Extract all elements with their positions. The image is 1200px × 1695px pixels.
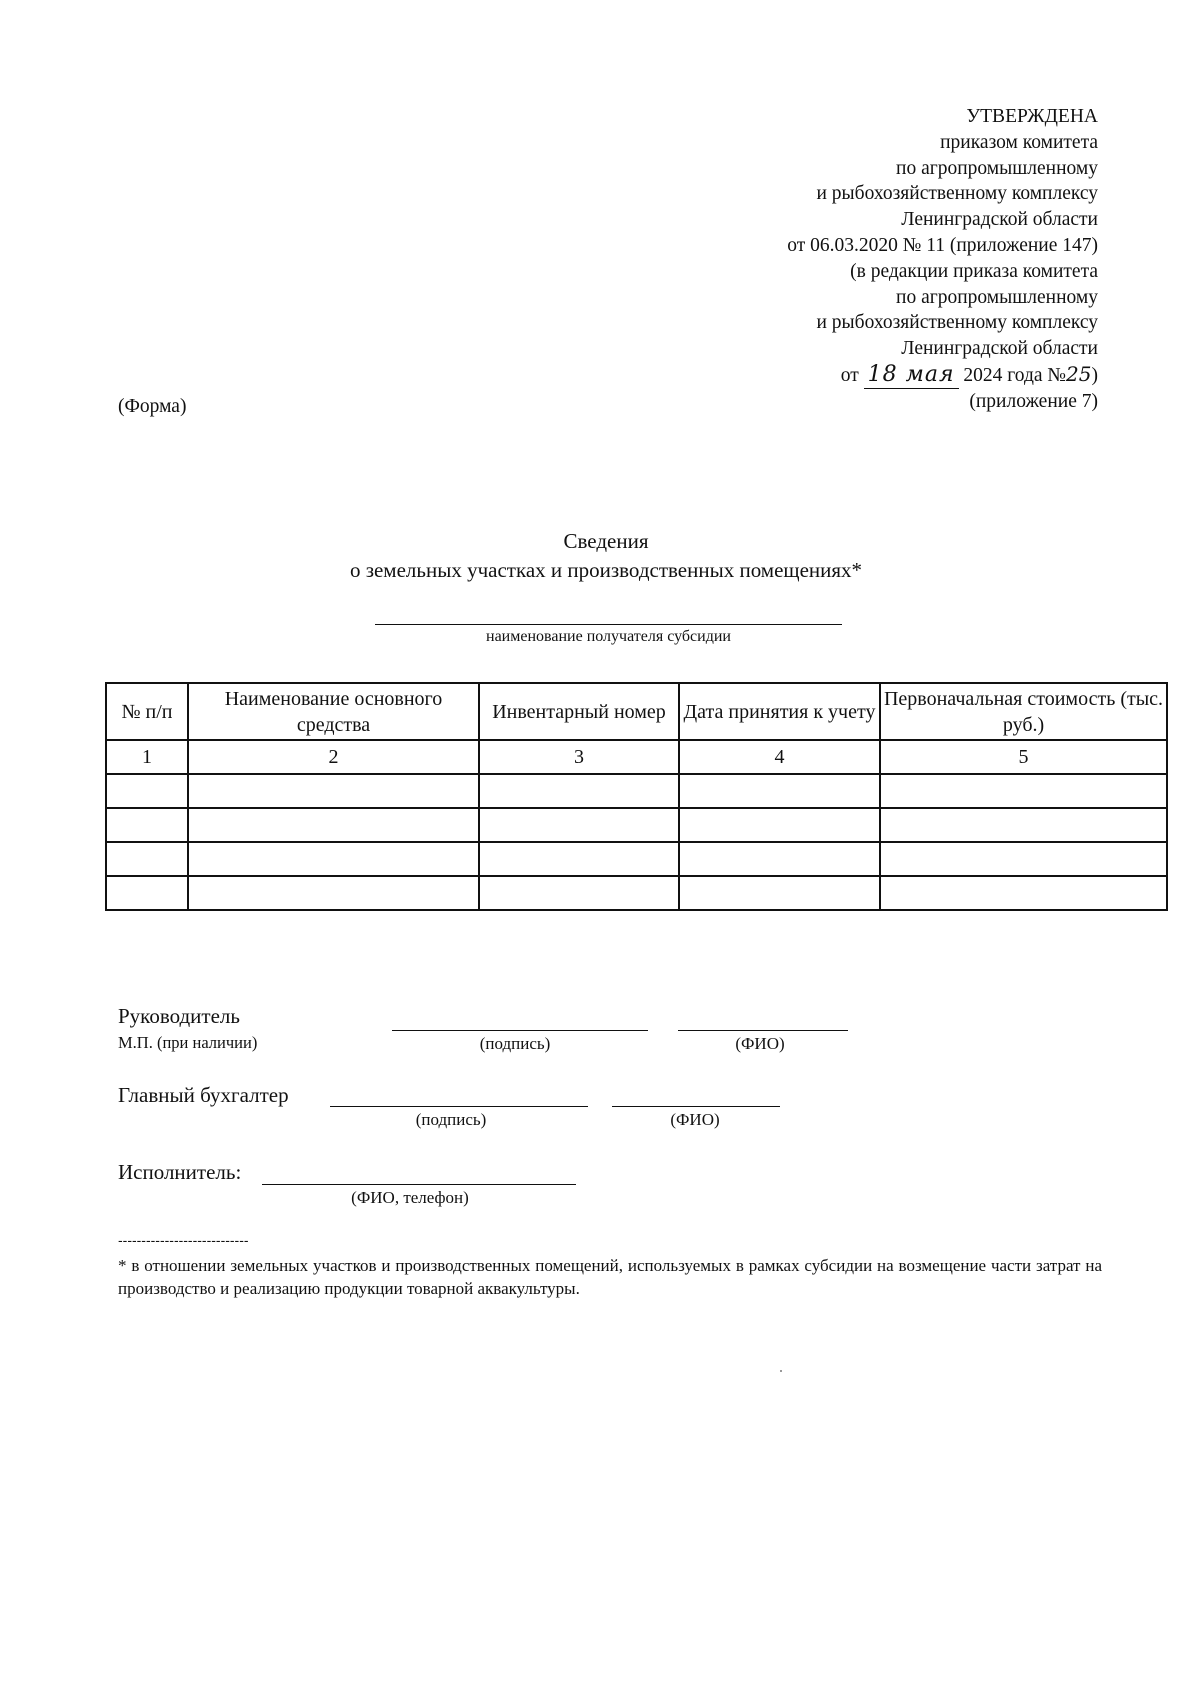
executor-caption: (ФИО, телефон) <box>351 1188 469 1207</box>
header-number: № п/п <box>106 683 188 740</box>
approval-line: по агропромышленному <box>896 157 1098 179</box>
table-cell[interactable] <box>479 842 679 876</box>
approval-line: (в редакции приказа комитета <box>850 260 1098 282</box>
approval-line: Ленинградской области <box>901 338 1098 360</box>
table-header-row <box>106 683 1167 740</box>
header-acceptance-date: Дата принятия к учету <box>679 683 880 740</box>
table-row <box>106 842 1167 876</box>
head-signature-line[interactable] <box>392 1030 648 1031</box>
table-cell[interactable] <box>188 774 479 808</box>
table-cell[interactable] <box>880 842 1167 876</box>
date-prefix: от <box>840 364 859 386</box>
approval-line: и рыбохозяйственному комплексу <box>816 183 1098 205</box>
table-cell[interactable] <box>479 774 679 808</box>
recipient-name-line <box>375 624 842 625</box>
date-year: 2024 года № <box>963 364 1067 386</box>
header-asset-name: Наименование основного средства <box>188 683 479 740</box>
header-inventory-number: Инвентарный номер <box>479 683 679 740</box>
approval-line: и рыбохозяйственному комплексу <box>816 312 1098 334</box>
accountant-signature-line[interactable] <box>330 1106 588 1107</box>
title-line-1: Сведения <box>563 529 649 553</box>
recipient-caption: наименование получателя субсидии <box>486 628 731 645</box>
document-title <box>0 527 1200 585</box>
column-number: 3 <box>479 740 679 774</box>
column-number: 4 <box>679 740 880 774</box>
table-cell[interactable] <box>880 876 1167 910</box>
table-cell[interactable] <box>188 876 479 910</box>
table-cell[interactable] <box>679 876 880 910</box>
table-cell[interactable] <box>679 808 880 842</box>
column-number: 1 <box>106 740 188 774</box>
table-cell[interactable] <box>880 774 1167 808</box>
header-initial-cost: Первоначальная стоимость (тыс. руб.) <box>880 683 1167 740</box>
form-label: (Форма) <box>118 396 187 417</box>
approval-line: УТВЕРЖДЕНА <box>966 106 1098 127</box>
executor-line[interactable] <box>262 1184 576 1185</box>
executor-label: Исполнитель: <box>118 1160 242 1184</box>
table-row <box>106 774 1167 808</box>
approval-appendix: (приложение 7) <box>969 390 1098 412</box>
table-cell[interactable] <box>479 876 679 910</box>
approval-line: от 06.03.2020 № 11 (приложение 147) <box>787 234 1098 256</box>
title-line-2: о земельных участках и производственных помещениях* <box>349 558 863 582</box>
footnote-separator: ---------------------------- <box>118 1232 249 1248</box>
table-cell[interactable] <box>188 842 479 876</box>
table-cell[interactable] <box>679 842 880 876</box>
table-cell[interactable] <box>106 842 188 876</box>
table-row <box>106 808 1167 842</box>
approval-block <box>787 104 1098 415</box>
accountant-label: Главный бухгалтер <box>118 1083 289 1107</box>
handwritten-date: 18 мая <box>864 362 959 389</box>
footnote-text: * в отношении земельных участков и производственных помещений, используемых в рамках субсидии на возмещение части затрат на производство и реализацию продукции товарной аквакультуры. <box>118 1256 1102 1298</box>
table-cell[interactable] <box>880 808 1167 842</box>
approval-line: приказом комитета <box>940 131 1098 153</box>
head-name-line[interactable] <box>678 1030 848 1031</box>
table-cell[interactable] <box>106 774 188 808</box>
date-suffix: ) <box>1091 364 1098 386</box>
handwritten-number: 25 <box>1066 361 1092 386</box>
accountant-name-caption: (ФИО) <box>670 1110 720 1129</box>
table-cell[interactable] <box>106 808 188 842</box>
approval-line: Ленинградской области <box>901 209 1098 231</box>
approval-date-line <box>787 362 1098 389</box>
table-cell[interactable] <box>106 876 188 910</box>
table-cell[interactable] <box>188 808 479 842</box>
column-number: 5 <box>880 740 1167 774</box>
accountant-name-line[interactable] <box>612 1106 780 1107</box>
column-number-row <box>106 740 1167 774</box>
head-label: Руководитель <box>118 1004 240 1028</box>
table-cell[interactable] <box>679 774 880 808</box>
assets-table <box>105 682 1168 911</box>
head-sign-caption: (подпись) <box>479 1034 551 1053</box>
head-name-caption: (ФИО) <box>735 1034 785 1053</box>
approval-line: по агропромышленному <box>896 286 1098 308</box>
stamp-label: М.П. (при наличии) <box>118 1033 258 1052</box>
accountant-sign-caption: (подпись) <box>415 1110 487 1129</box>
scan-speck <box>780 1370 782 1372</box>
table-row <box>106 876 1167 910</box>
column-number: 2 <box>188 740 479 774</box>
table-cell[interactable] <box>479 808 679 842</box>
